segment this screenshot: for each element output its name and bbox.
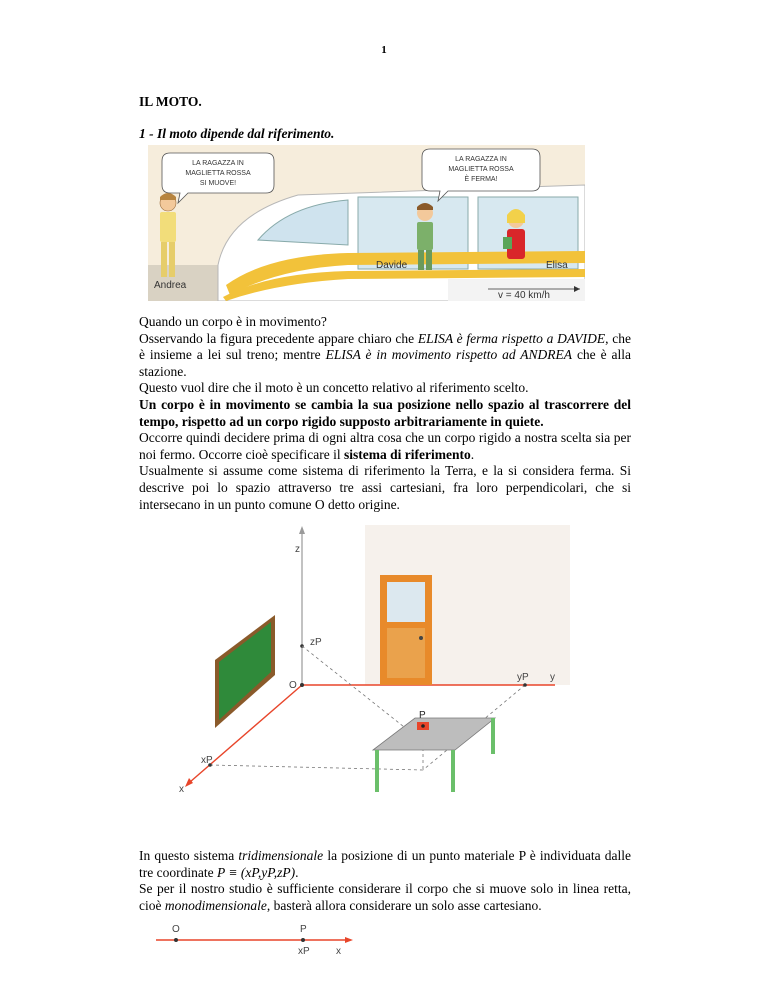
label-davide: Davide xyxy=(376,260,408,271)
paragraph: Occorre quindi decidere prima di ogni altra cosa che un corpo rigido a nostra scelta sia per noi fermo. Occorre cioè specificare il sistema di riferimento. xyxy=(139,430,631,462)
definition: Un corpo è in movimento se cambia la sua posizione nello spazio al trascorrere del tempo, rispetto ad un corpo rigido supposto arbitrariamente in quiete. xyxy=(139,396,631,429)
text-block-1 xyxy=(139,314,631,513)
svg-text:x: x xyxy=(179,784,184,795)
svg-text:xP: xP xyxy=(298,946,310,957)
svg-text:z: z xyxy=(295,544,300,555)
svg-text:zP: zP xyxy=(310,637,322,648)
svg-text:O: O xyxy=(172,924,180,935)
paragraph: In questo sistema tridimensionale la posizione di un punto materiale P è individuata dalle tre coordinate P ≡ (xP,yP,zP). xyxy=(139,848,631,880)
section-title: 1 - Il moto dipende dal riferimento. xyxy=(139,126,335,141)
paragraph: Usualmente si assume come sistema di riferimento la Terra, e la si considera ferma. Si descrive poi lo spazio attraverso tre assi cartesiani, fra loro perpendicolari, che si intersecano in un punto comune O detto origine. xyxy=(139,463,631,512)
svg-text:yP: yP xyxy=(517,672,529,683)
coordinate-system-3d xyxy=(165,520,575,838)
svg-text:LA RAGAZZA IN: LA RAGAZZA IN xyxy=(192,160,244,167)
paragraph: Questo vuol dire che il moto è un concetto relativo al riferimento scelto. xyxy=(139,380,529,396)
paragraph: Osservando la figura precedente appare chiaro che ELISA è ferma rispetto a DAVIDE, che è insieme a lei sul treno; mentre ELISA è in movimento rispetto ad ANDREA che è alla stazione. xyxy=(139,330,631,379)
train-illustration xyxy=(148,145,585,301)
svg-text:MAGLIETTA ROSSA: MAGLIETTA ROSSA xyxy=(185,170,251,177)
svg-text:MAGLIETTA ROSSA: MAGLIETTA ROSSA xyxy=(448,166,514,173)
svg-text:x: x xyxy=(336,946,341,957)
svg-text:È FERMA!: È FERMA! xyxy=(464,176,498,183)
svg-text:y: y xyxy=(550,672,555,683)
svg-text:O: O xyxy=(289,680,297,691)
paragraph: Quando un corpo è in movimento? xyxy=(139,314,327,329)
svg-text:SI MUOVE!: SI MUOVE! xyxy=(199,180,237,187)
page-title: IL MOTO. xyxy=(139,94,202,109)
page-number: 1 xyxy=(381,44,387,56)
svg-text:P: P xyxy=(300,924,307,935)
svg-text:xP: xP xyxy=(201,755,213,766)
svg-text:P: P xyxy=(419,710,426,721)
label-andrea: Andrea xyxy=(154,280,187,291)
svg-text:LA RAGAZZA IN: LA RAGAZZA IN xyxy=(455,156,507,163)
paragraph: Se per il nostro studio è sufficiente considerare il corpo che si muove solo in linea retta, cioè monodimensionale, basterà allora considerare un solo asse cartesiano. xyxy=(139,881,631,913)
velocity-label: v = 40 km/h xyxy=(498,290,550,301)
text-block-2 xyxy=(139,848,631,914)
door xyxy=(380,575,432,685)
label-elisa: Elisa xyxy=(546,260,568,271)
coordinate-axis-1d xyxy=(148,918,358,964)
